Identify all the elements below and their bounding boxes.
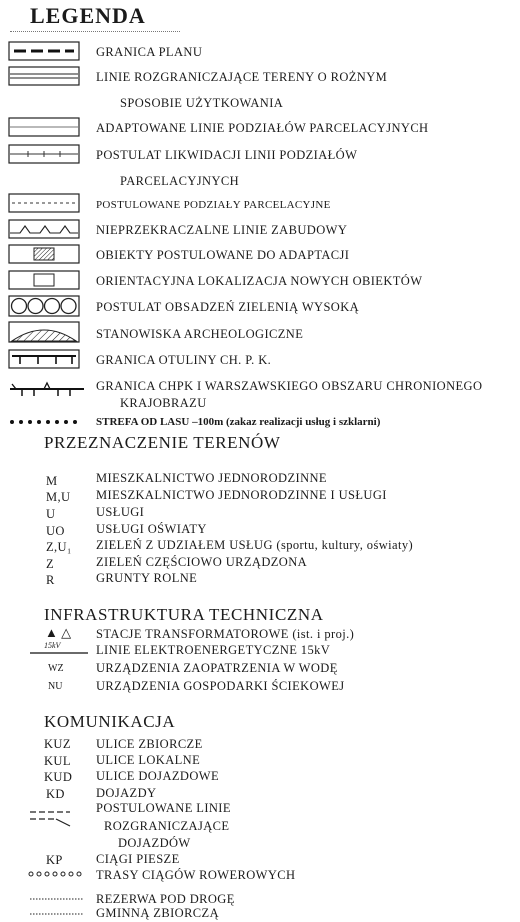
- code-r: R: [46, 573, 55, 587]
- label-bike-route: TRASY CIĄGÓW ROWEROWYCH: [96, 868, 296, 882]
- legend-label-new-objects: ORIENTACYJNA LOKALIZACJA NOWYCH OBIEKTÓW: [96, 274, 423, 288]
- label-r: GRUNTY ROLNE: [96, 571, 198, 585]
- code-15kv: 15kV: [44, 641, 61, 650]
- land-use-lines-icon: [8, 66, 80, 86]
- parcel-removal-icon: [8, 144, 80, 164]
- proposed-parcel-icon: [8, 193, 80, 213]
- code-mu: M,U: [46, 490, 71, 504]
- bike-route-icon: [28, 869, 88, 879]
- label-proposed-access-1: POSTULOWANE LINIE: [96, 801, 231, 815]
- plan-boundary-icon: [8, 41, 80, 61]
- legend-label-parcel-removal-2: PARCELACYJNYCH: [120, 174, 240, 188]
- new-objects-icon: [8, 270, 80, 290]
- code-kd: KD: [46, 787, 65, 801]
- otulina-boundary-icon: [8, 349, 80, 369]
- label-power-line: LINIE ELEKTROENERGETYCZNE 15kV: [96, 643, 331, 657]
- label-proposed-access-3: DOJAZDÓW: [118, 836, 191, 850]
- label-nu: URZĄDZENIA GOSPODARKI ŚCIEKOWEJ: [96, 679, 345, 693]
- label-uo: USŁUGI OŚWIATY: [96, 522, 207, 536]
- label-transformer: STACJE TRANSFORMATOROWE (ist. i proj.): [96, 627, 355, 641]
- legend-label-building-line: NIEPRZEKRACZALNE LINIE ZABUDOWY: [96, 223, 348, 237]
- label-road-reserve-1: REZERWA POD DROGĘ: [96, 892, 235, 906]
- section-title-komunikacja: KOMUNIKACJA: [44, 712, 176, 731]
- code-m: M: [46, 474, 58, 488]
- label-wz: URZĄDZENIA ZAOPATRZENIA W WODĘ: [96, 661, 338, 675]
- archaeology-icon: [8, 321, 80, 343]
- chpk-boundary-icon: [8, 379, 88, 399]
- label-m: MIESZKALNICTWO JEDNORODZINNE: [96, 471, 327, 485]
- label-z: ZIELEŃ CZĘŚCIOWO URZĄDZONA: [96, 555, 308, 569]
- legend-label-forest-zone: STREFA OD LASU –100m (zakaz realizacji usług i szklarni): [96, 416, 381, 428]
- legend-label-adaptation-objects: OBIEKTY POSTULOWANE DO ADAPTACJI: [96, 248, 350, 262]
- transformer-station-icon: ▲ △: [45, 625, 72, 640]
- legend-label-archaeology: STANOWISKA ARCHEOLOGICZNE: [96, 327, 304, 341]
- code-kp: KP: [46, 853, 63, 867]
- legend-label-land-use-lines: LINIE ROZGRANICZAJĄCE TERENY O ROŻNYM: [96, 70, 388, 84]
- code-wz: WZ: [48, 663, 64, 674]
- code-kud: KUD: [44, 770, 73, 784]
- legend-label-high-greenery: POSTULAT OBSADZEŃ ZIELENIĄ WYSOKĄ: [96, 300, 360, 314]
- label-kd: DOJAZDY: [96, 786, 157, 800]
- code-z: Z: [46, 557, 55, 571]
- label-kp: CIĄGI PIESZE: [96, 852, 180, 866]
- label-road-reserve-2: GMINNĄ ZBIORCZĄ: [96, 906, 220, 920]
- section-title-infrastruktura: INFRASTRUKTURA TECHNICZNA: [44, 605, 324, 624]
- legend-label-chpk-boundary: GRANICA CHPK I WARSZAWSKIEGO OBSZARU CHRONIONEGO: [96, 379, 483, 393]
- legend-label-land-use-lines-2: SPOSOBIE UŻYTKOWANIA: [120, 96, 284, 110]
- label-zu1: ZIELEŃ Z UDZIAŁEM USŁUG (sportu, kultury, oświaty): [96, 538, 414, 552]
- code-nu: NU: [48, 681, 63, 692]
- label-kud: ULICE DOJAZDOWE: [96, 769, 219, 783]
- code-u: U: [46, 507, 56, 521]
- label-kuz: ULICE ZBIORCZE: [96, 737, 203, 751]
- code-kuz: KUZ: [44, 737, 71, 751]
- parcel-adaptation-icon: [8, 117, 80, 137]
- code-zu1: Z,U₁: [46, 540, 72, 554]
- label-mu: MIESZKALNICTWO JEDNORODZINNE I USŁUGI: [96, 488, 387, 502]
- legend-label-plan-boundary: GRANICA PLANU: [96, 45, 203, 59]
- legend-label-proposed-parcel: POSTULOWANE PODZIAŁY PARCELACYJNE: [96, 199, 331, 211]
- road-reserve-icon: [28, 893, 88, 919]
- forest-zone-icon: [8, 417, 88, 427]
- code-uo: UO: [46, 524, 65, 538]
- title-underline: [10, 31, 180, 32]
- proposed-access-lines-icon: [28, 802, 76, 832]
- label-kul: ULICE LOKALNE: [96, 753, 201, 767]
- legend-label-otulina-boundary: GRANICA OTULINY CH. P. K.: [96, 353, 272, 367]
- section-title-przeznaczenie: PRZEZNACZENIE TERENÓW: [44, 433, 281, 452]
- label-proposed-access-2: ROZGRANICZAJĄCE: [104, 819, 230, 833]
- legend-label-parcel-adaptation: ADAPTOWANE LINIE PODZIAŁÓW PARCELACYJNYCH: [96, 121, 429, 135]
- adaptation-objects-icon: [8, 244, 80, 264]
- high-greenery-icon: [8, 295, 80, 317]
- legend-label-chpk-boundary-2: KRAJOBRAZU: [120, 396, 207, 410]
- code-kul: KUL: [44, 754, 71, 768]
- legend-title: LEGENDA: [30, 3, 146, 28]
- legend-label-parcel-removal: POSTULAT LIKWIDACJI LINII PODZIAŁÓW: [96, 148, 358, 162]
- label-u: USŁUGI: [96, 505, 145, 519]
- building-line-icon: [8, 219, 80, 239]
